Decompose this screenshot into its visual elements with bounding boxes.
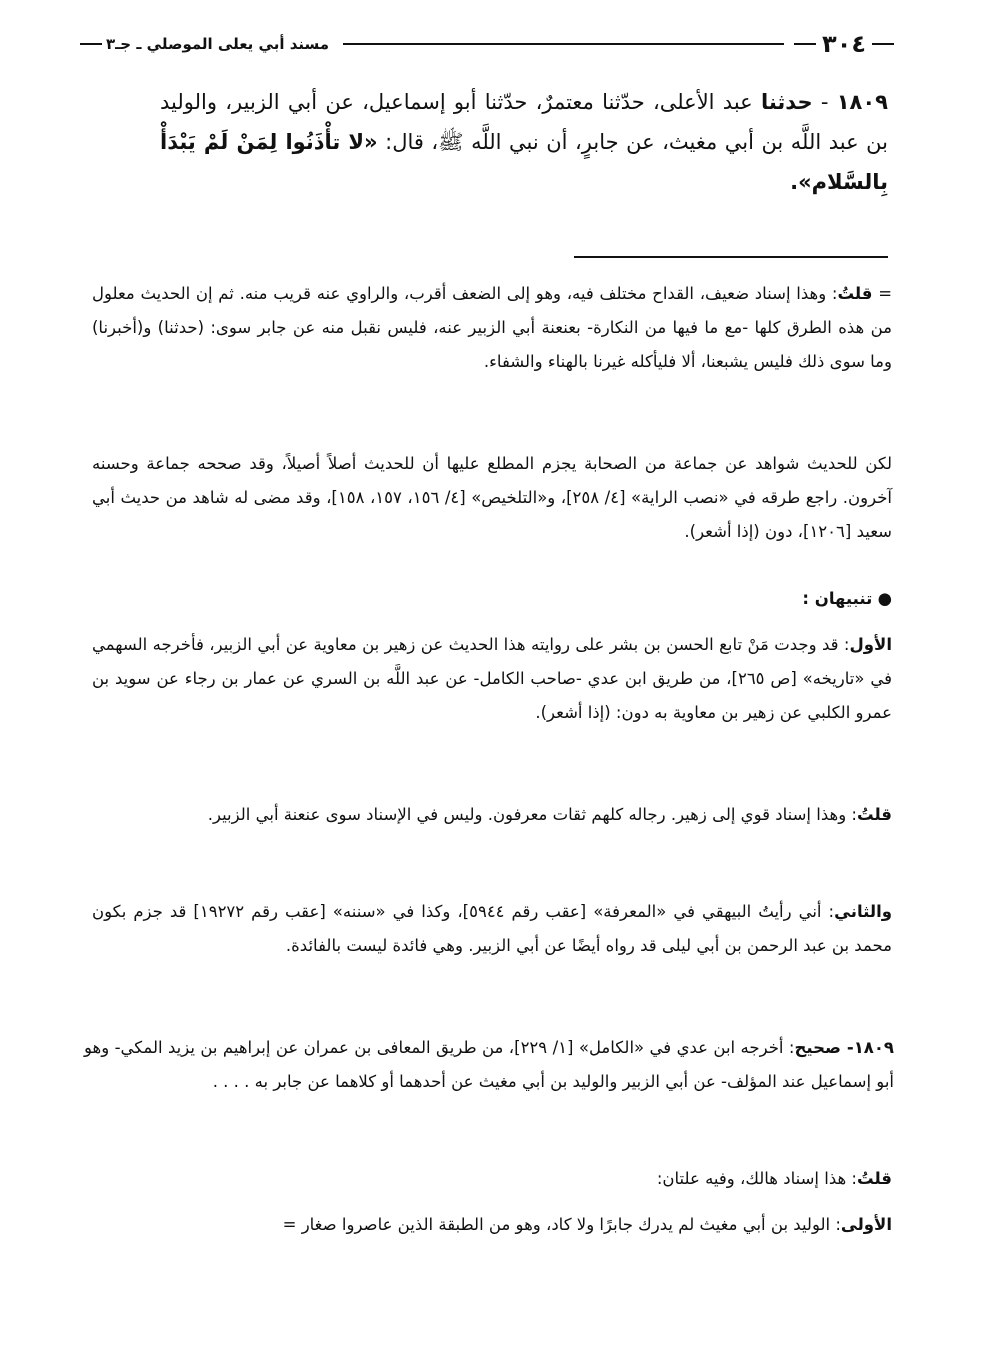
continuation-marker: =	[878, 284, 893, 303]
note-label: والثاني	[834, 902, 892, 921]
page-number-dash	[872, 43, 894, 45]
note-label: الأول	[849, 635, 892, 654]
hadith-isnad: عبد الأعلى، حدّثنا معتمرٌ، حدّثنا أبو إسماعيل، عن أبي الزبير، والوليد بن عبد اللَّه بن أبي مغيث، عن جابرٍ، أن نبي اللَّه ﷺ، قال:	[160, 90, 888, 154]
header-end-dash	[80, 43, 102, 45]
page-number: ٣٠٤	[822, 30, 866, 58]
header-rule	[343, 43, 784, 45]
footnote-paragraph	[92, 277, 892, 379]
note-label: الأولى	[840, 1215, 892, 1234]
footnote-paragraph	[92, 895, 892, 963]
note-text: : وهذا إسناد ضعيف، القداح مختلف فيه، وهو إلى الضعف أقرب، والراوي عنه قريب منه. ثم إن الحديث معلول من هذه الطرق كلها -مع ما فيها من النكارة- بعنعنة أبي الزبير عنه، فليس نقبل منه عن جابر سوى: (حدثنا) و(أخبرنا) وما سوى ذلك فليس يشبعنا، ألا فليأكله غيرنا بالهناء والشفاء.	[92, 284, 892, 371]
hadith-number: ١٨٠٩	[836, 90, 888, 114]
footnote-paragraph	[92, 628, 892, 730]
note-label: قلتُ	[856, 805, 892, 824]
page-number-dash	[794, 43, 816, 45]
page-header	[80, 26, 894, 62]
note-label: قلتُ	[837, 284, 873, 303]
note-text: : قد وجدت مَنْ تابع الحسن بن بشر على روايته هذا الحديث عن زهير بن معاوية عن أبي الزبير، فأخرجه السهمي في «تاريخه» [ص ٢٦٥]، من طريق ابن عدي -صاحب الكامل- عن عبد اللَّه بن السري عن عمار بن رجاء عن سويد بن عمرو الكلبي عن زهير بن معاوية به دون: (إذا أشعر).	[92, 635, 892, 722]
footnote-paragraph	[92, 447, 892, 549]
hadith-paragraph: ١٨٠٩ - حدثنا عبد الأعلى، حدّثنا معتمرٌ، حدّثنا أبو إسماعيل، عن أبي الزبير، والوليد بن عبد اللَّه بن أبي مغيث، عن جابرٍ، أن نبي اللَّه ﷺ، قال: «لا تأْذَنُوا لِمَنْ لَمْ يَبْدَأْ بِالسَّلام».	[160, 90, 888, 194]
note-text: : الوليد بن أبي مغيث لم يدرك جابرًا ولا كاد، وهو من الطبقة الذين عاصروا صغار	[301, 1215, 841, 1234]
hadith-matn: «لا تأْذَنُوا لِمَنْ لَمْ يَبْدَأْ بِالسَّلام».	[160, 130, 888, 194]
note-label: تنبيهان :	[802, 589, 873, 608]
running-title: مسند أبي يعلى الموصلي ـ جـ٣	[106, 35, 330, 53]
note-text: : أني رأيتُ البيهقي في «المعرفة» [عقب رقم ٥٩٤٤]، وكذا في «سننه» [عقب رقم ١٩٢٧٢] قد جزم بكون محمد بن عبد الرحمن بن أبي ليلى قد رواه أيضًا عن أبي الزبير. وهي فائدة ليست بالفائدة.	[92, 902, 892, 955]
footnote-paragraph	[92, 1208, 892, 1242]
continuation-marker: =	[282, 1215, 297, 1234]
note-text: : هذا إسناد هالك، وفيه علتان:	[656, 1169, 857, 1188]
bullet-icon: ●	[877, 589, 892, 608]
note-text: : أخرجه ابن عدي في «الكامل» [١/ ٢٢٩]، من طريق المعافى بن عمران عن إبراهيم بن يزيد المكي- وهو أبو إسماعيل عند المؤلف- عن أبي الزبير والوليد بن أبي مغيث عن أحدهما أو كلاهما عن جابر به . . . .	[84, 1038, 894, 1091]
footnote-separator	[574, 256, 888, 258]
footnote-paragraph	[84, 1031, 894, 1099]
footnote-paragraph	[92, 1162, 892, 1196]
note-text: : وهذا إسناد قوي إلى زهير. رجاله كلهم ثقات معرفون. وليس في الإسناد سوى عنعنة أبي الزبير.	[207, 805, 857, 824]
hadith-lead: حدثنا	[760, 90, 813, 114]
footnote-paragraph	[92, 582, 892, 616]
note-label: ١٨٠٩- صحيح	[794, 1038, 894, 1057]
note-text: لكن للحديث شواهد عن جماعة من الصحابة يجزم المطلع عليها أن للحديث أصلاً أصيلاً، وقد صححه جماعة وحسنه آخرون. راجع طرقه في «نصب الراية» [٤/ ٢٥٨]، و«التلخيص» [٤/ ١٥٦، ١٥٧، ١٥٨]، وقد مضى له شاهد من حديث أبي سعيد [١٢٠٦]، دون (إذا أشعر).	[92, 454, 892, 541]
note-label: قلتُ	[856, 1169, 892, 1188]
footnote-paragraph	[92, 798, 892, 832]
